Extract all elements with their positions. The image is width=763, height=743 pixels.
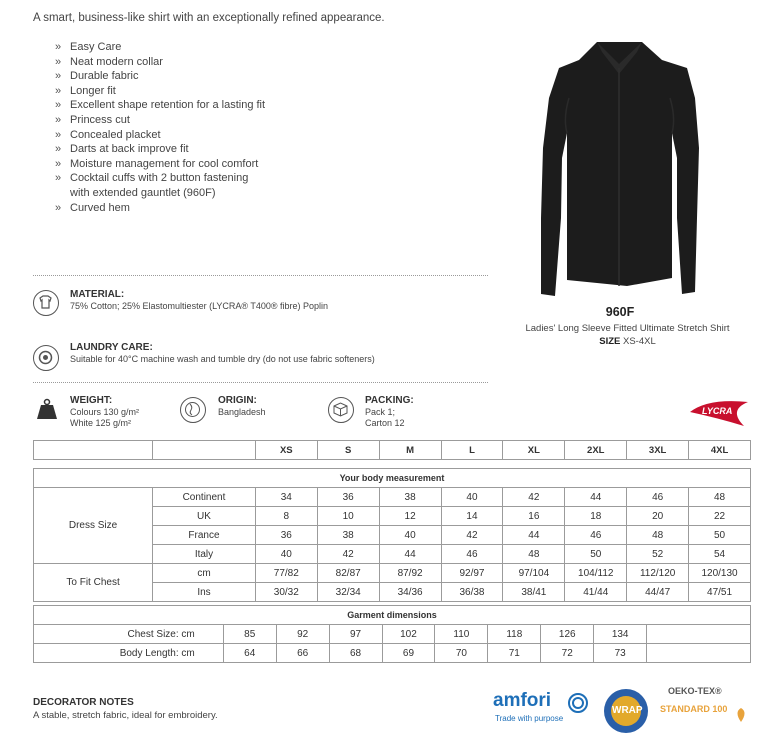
table-cell: 36 [317, 488, 379, 507]
feature-item: » Longer fit [55, 84, 270, 99]
row-group-label: Dress Size [34, 488, 153, 564]
table-row [34, 488, 751, 507]
section-title: Your body measurement [34, 469, 751, 488]
size-header: M [379, 441, 441, 460]
section-row [34, 469, 751, 488]
feature-list [55, 40, 270, 215]
table-cell: 54 [689, 545, 751, 564]
table-cell: 110 [435, 625, 488, 644]
table-cell: 104/112 [565, 564, 627, 583]
section-title: Garment dimensions [34, 606, 751, 625]
table-cell: 46 [627, 488, 689, 507]
table-cell: 16 [503, 507, 565, 526]
row-label: France [153, 526, 256, 545]
row-label: UK [153, 507, 256, 526]
table-cell: 38 [317, 526, 379, 545]
table-row [34, 564, 751, 583]
table-cell: 34/36 [379, 583, 441, 602]
size-header: 2XL [565, 441, 627, 460]
table-cell: 40 [441, 488, 503, 507]
table-cell: 126 [541, 625, 594, 644]
amfori-logo: amfori Trade with purpose [493, 690, 593, 730]
material-text: 75% Cotton; 25% Elastomultiester (LYCRA® T400® fibre) Poplin [70, 301, 329, 311]
divider [33, 382, 488, 383]
row-label: cm [153, 564, 256, 583]
table-cell: 97 [329, 625, 382, 644]
decorator-notes-title: DECORATOR NOTES [33, 697, 134, 708]
table-cell: 20 [627, 507, 689, 526]
table-cell: 14 [441, 507, 503, 526]
origin-text: Bangladesh [218, 407, 266, 417]
shirt-image [527, 38, 712, 300]
table-cell: 92 [276, 625, 329, 644]
table-cell: 44 [565, 488, 627, 507]
size-header: 3XL [627, 441, 689, 460]
table-cell: 34 [255, 488, 317, 507]
feature-item: » Neat modern collar [55, 55, 270, 70]
table-cell: 38 [379, 488, 441, 507]
table-cell: 69 [382, 644, 435, 663]
size-label: SIZE [599, 336, 621, 347]
table-cell: 46 [441, 545, 503, 564]
table-cell: 102 [382, 625, 435, 644]
table-cell: 112/120 [627, 564, 689, 583]
table-cell [153, 441, 256, 460]
table-cell: 118 [488, 625, 541, 644]
globe-icon [180, 397, 206, 423]
feature-item: » Princess cut [55, 113, 270, 128]
feature-item: » Moisture management for cool comfort [55, 157, 270, 172]
wrap-logo: WRAP [603, 688, 649, 734]
table-cell [34, 441, 153, 460]
table-cell: 42 [503, 488, 565, 507]
table-row [34, 625, 751, 644]
shirt-material-icon [33, 290, 59, 316]
product-code: 960F [605, 305, 635, 319]
row-label: Ins [153, 583, 256, 602]
weight-line2: White 125 g/m² [70, 418, 132, 428]
table-cell: 66 [276, 644, 329, 663]
size-value: XS-4XL [623, 336, 656, 347]
table-cell: 36/38 [441, 583, 503, 602]
row-label: Body Length: cm [34, 644, 224, 663]
row-label: Continent [153, 488, 256, 507]
weight-line1: Colours 130 g/m² [70, 407, 140, 417]
size-header: XL [503, 441, 565, 460]
table-cell: 12 [379, 507, 441, 526]
table-cell: 48 [627, 526, 689, 545]
table-cell: 85 [223, 625, 276, 644]
feature-item: » Concealed placket [55, 128, 270, 143]
origin-title: ORIGIN: [218, 395, 257, 406]
empty-cell [647, 644, 751, 663]
divider [33, 275, 488, 276]
row-label: Chest Size: cm [34, 625, 224, 644]
table-cell: 82/87 [317, 564, 379, 583]
product-name: Ladies' Long Sleeve Fitted Ultimate Stretch Shirt [525, 323, 730, 334]
table-cell: 40 [255, 545, 317, 564]
table-cell: 46 [565, 526, 627, 545]
feature-item: » Easy Care [55, 40, 270, 55]
table-cell: 120/130 [689, 564, 751, 583]
laundry-text: Suitable for 40°C machine wash and tumble dry (do not use fabric softeners) [70, 354, 375, 364]
table-cell: 36 [255, 526, 317, 545]
table-cell: 50 [689, 526, 751, 545]
table-cell: 10 [317, 507, 379, 526]
table-cell: 44 [503, 526, 565, 545]
feature-item: » Curved hem [55, 201, 270, 216]
table-cell: 77/82 [255, 564, 317, 583]
table-cell: 52 [627, 545, 689, 564]
row-group-label: To Fit Chest [34, 564, 153, 602]
laundry-title: LAUNDRY CARE: [70, 342, 153, 353]
table-cell: 32/34 [317, 583, 379, 602]
size-header: XS [255, 441, 317, 460]
size-header: S [317, 441, 379, 460]
feature-item: » Durable fabric [55, 69, 270, 84]
table-cell: 50 [565, 545, 627, 564]
table-cell: 87/92 [379, 564, 441, 583]
table-cell: 40 [379, 526, 441, 545]
table-cell: 42 [317, 545, 379, 564]
table-cell: 42 [441, 526, 503, 545]
table-cell: 38/41 [503, 583, 565, 602]
table-cell: 70 [435, 644, 488, 663]
section-row [34, 606, 751, 625]
table-cell: 72 [541, 644, 594, 663]
table-cell: 134 [594, 625, 647, 644]
table-cell: 68 [329, 644, 382, 663]
feature-item: » Excellent shape retention for a lasting fit [55, 98, 270, 113]
spacer [34, 460, 751, 469]
table-cell: 44 [379, 545, 441, 564]
weight-title: WEIGHT: [70, 395, 113, 406]
packing-line2: Carton 12 [365, 418, 405, 428]
size-header: 4XL [689, 441, 751, 460]
table-cell: 44/47 [627, 583, 689, 602]
material-title: MATERIAL: [70, 289, 125, 300]
table-cell: 47/51 [689, 583, 751, 602]
table-cell: 41/44 [565, 583, 627, 602]
packing-title: PACKING: [365, 395, 414, 406]
packing-line1: Pack 1; [365, 407, 396, 417]
lycra-logo: LYCRA [688, 398, 750, 428]
table-cell: 71 [488, 644, 541, 663]
table-cell: 22 [689, 507, 751, 526]
size-header: L [441, 441, 503, 460]
table-cell: 73 [594, 644, 647, 663]
empty-cell [647, 625, 751, 644]
table-cell: 48 [689, 488, 751, 507]
garment-table [33, 605, 751, 663]
decorator-notes-text: A stable, stretch fabric, ideal for embroidery. [33, 710, 218, 721]
table-cell: 8 [255, 507, 317, 526]
table-cell: 30/32 [255, 583, 317, 602]
product-size [500, 336, 755, 347]
size-table [33, 440, 751, 602]
feature-item: » Cocktail cuffs with 2 button fastening with extended gauntlet (960F) [55, 171, 270, 200]
washing-machine-icon [33, 345, 59, 371]
table-cell: 48 [503, 545, 565, 564]
weight-icon [35, 397, 59, 421]
table-cell: 92/97 [441, 564, 503, 583]
table-cell: 64 [223, 644, 276, 663]
box-icon [328, 397, 354, 423]
table-row [34, 644, 751, 663]
table-cell: 97/104 [503, 564, 565, 583]
feature-item: » Darts at back improve fit [55, 142, 270, 157]
intro-text: A smart, business-like shirt with an exceptionally refined appearance. [33, 12, 385, 24]
spacer-row [34, 460, 751, 469]
row-label: Italy [153, 545, 256, 564]
oeko-tex-logo: OEKO-TEX® STANDARD 100 [658, 686, 753, 736]
table-cell: 18 [565, 507, 627, 526]
size-header-row [34, 441, 751, 460]
